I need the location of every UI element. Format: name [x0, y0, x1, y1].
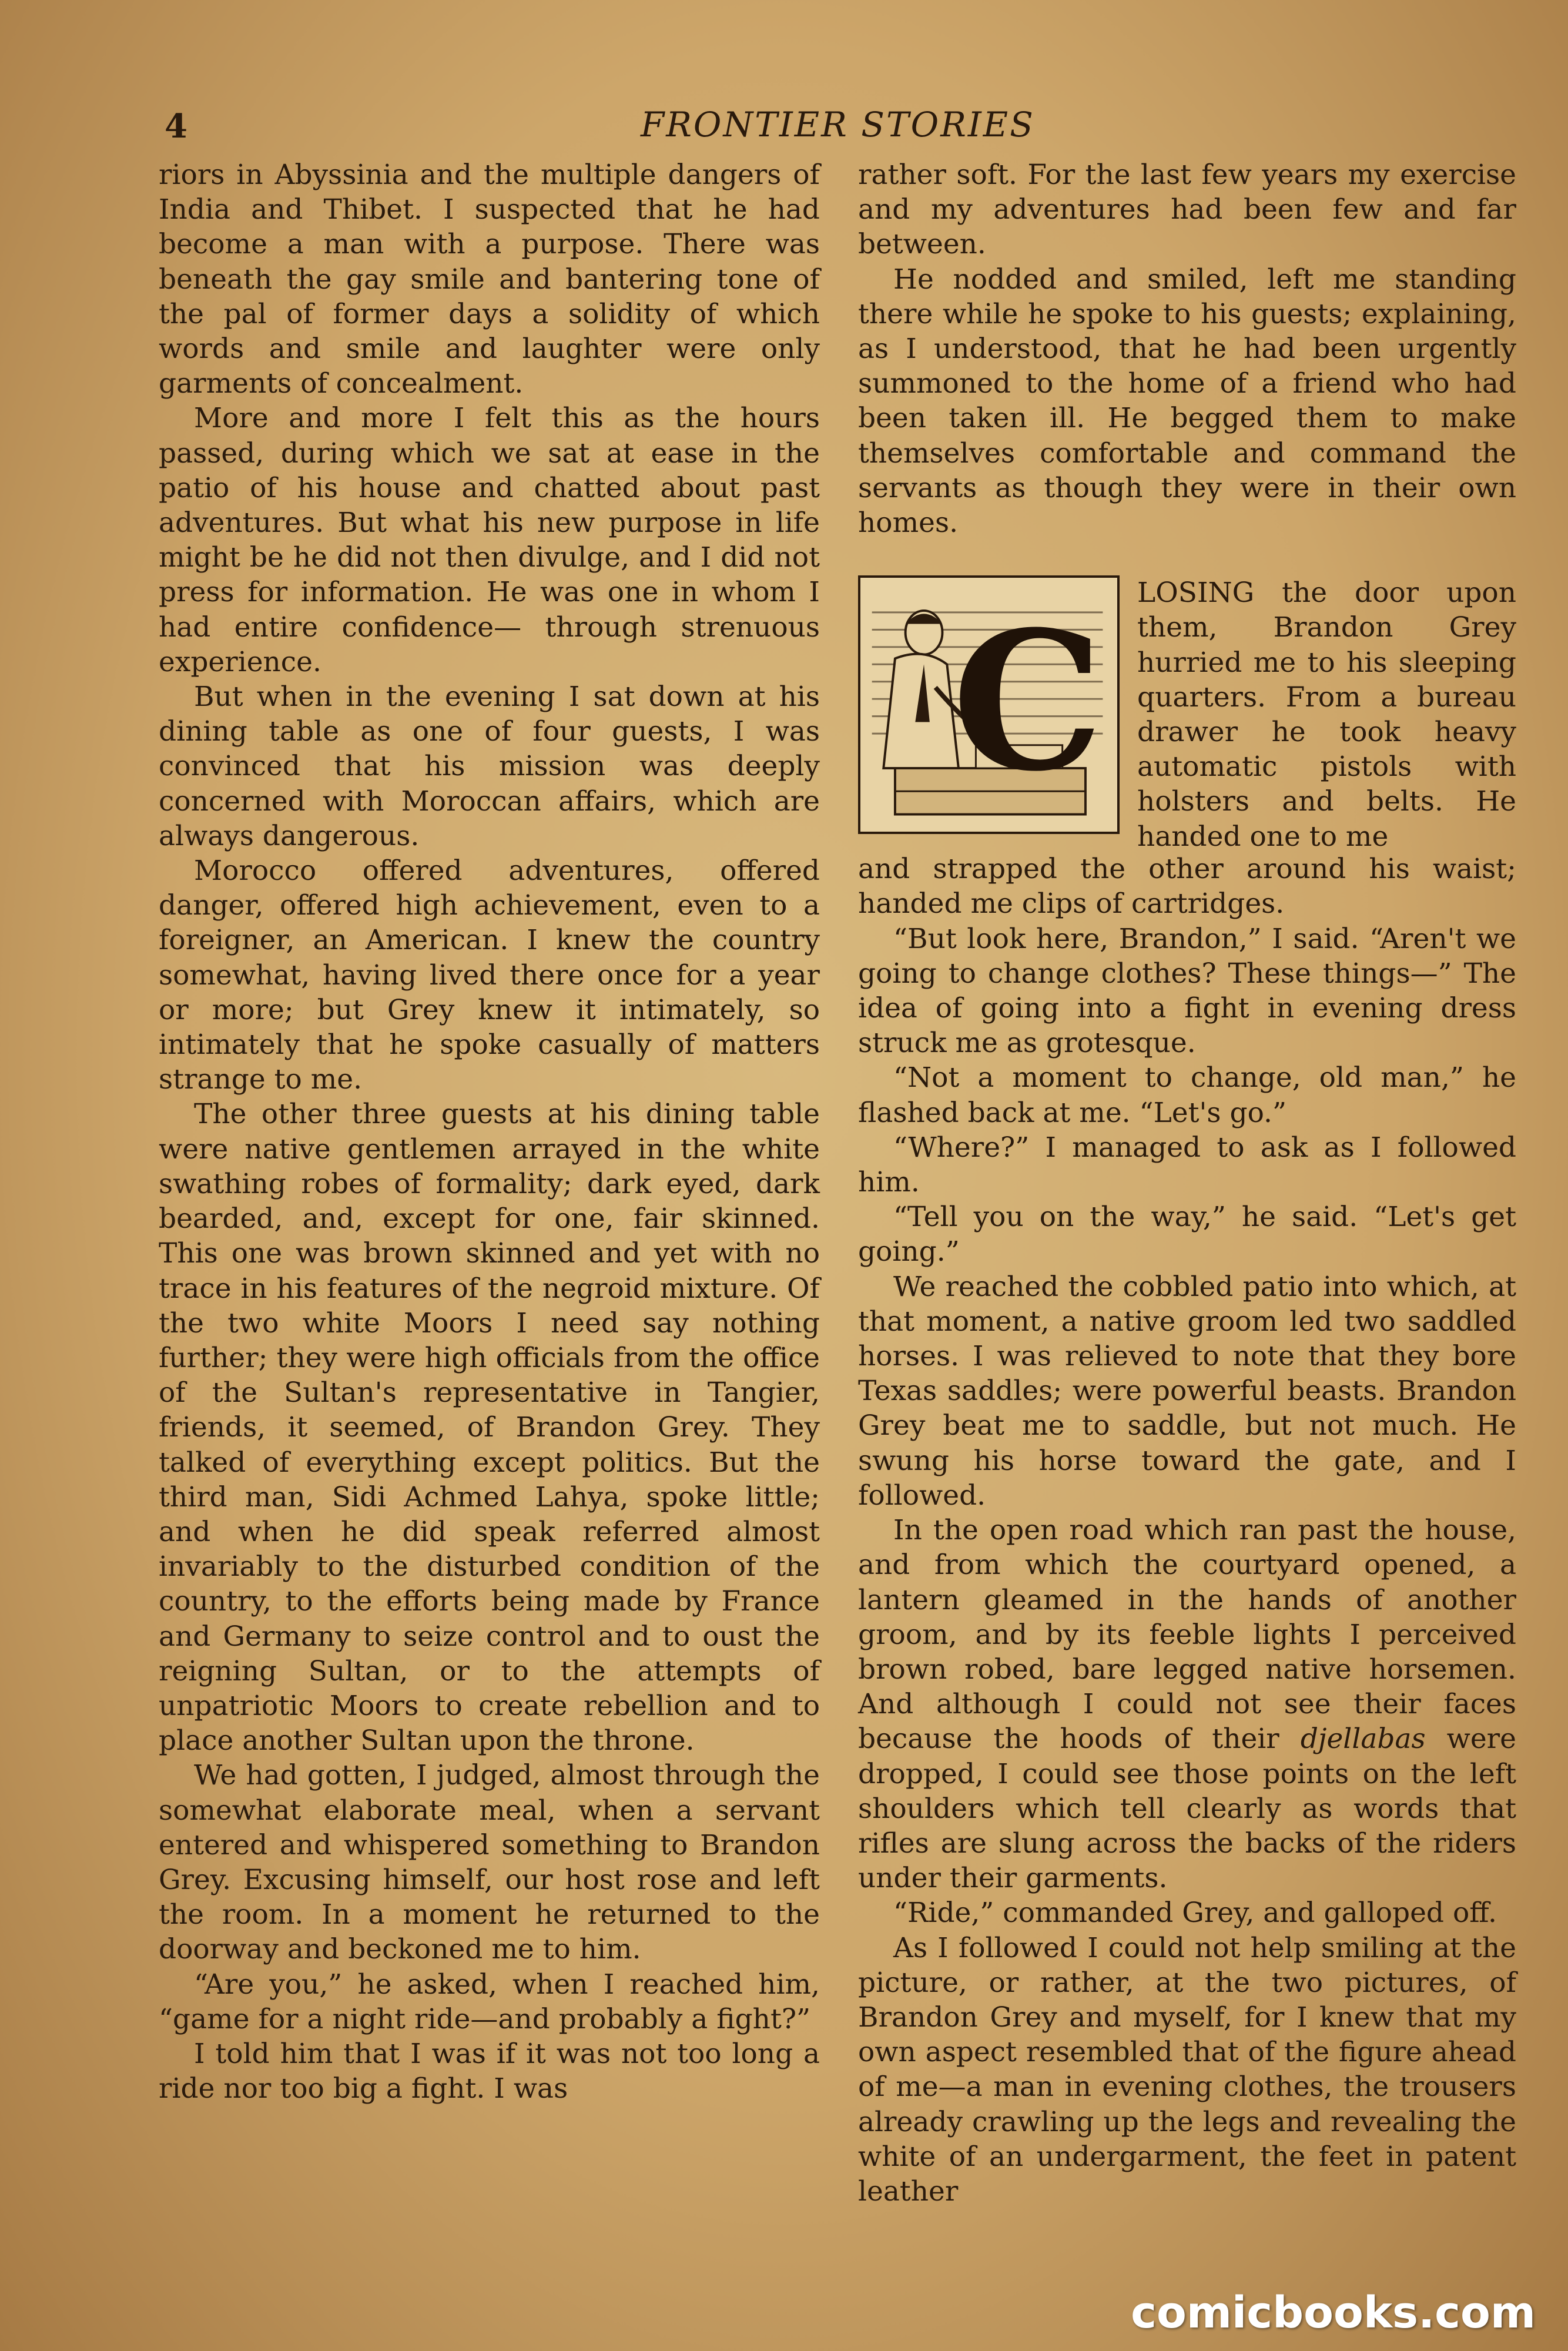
paragraph: “Are you,” he asked, when I reached him, “game for a night ride—and probably a fight?”	[159, 1968, 820, 2035]
paragraph: We reached the cobbled patio into which, at that moment, a native groom led two saddled horses. I was relieved to note that they bore Texas saddles; were powerful beasts. Brandon Grey beat me to saddle, but not much. He swung his horse toward the gate, and I followed.	[858, 1270, 1516, 1512]
drop-cap-text: LOSING the door upon them, Brandon Grey hurried me to his sleeping quarters. From a bureau drawer he took heavy automatic pistols with holsters and belts. He handed one to me	[1137, 577, 1516, 853]
paragraph: “But look here, Brandon,” I said. “Aren't we going to change clothes? These things—” The idea of going into a fight in evening dress struck me as grotesque.	[858, 922, 1516, 1060]
watermark: comicbooks.com	[1131, 2288, 1536, 2338]
paragraph: and strapped the other around his waist; handed me clips of cartridges.	[858, 853, 1516, 920]
drop-cap-letter: C	[951, 590, 1104, 814]
drop-cap-block	[858, 575, 1516, 852]
text-segment: In the open road which ran past the house, and from which the courtyard opened, a lantern gleamed in the hands of another groom, and by its feeble lights I perceived brown robed, bare legged native horsemen. And although I could not see their faces because the hoods of their	[858, 1514, 1516, 1756]
italic-term: djellabas	[1300, 1723, 1426, 1756]
paragraph: riors in Abyssinia and the multiple dangers of India and Thibet. I suspected that he had become a man with a purpose. There was beneath the gay smile and bantering tone of the pal of former days a solidity of which words and smile and laughter were only garments of concealment.	[159, 159, 820, 400]
paragraph: We had gotten, I judged, almost through the somewhat elaborate meal, when a servant entered and whispered something to Brandon Grey. Excusing himself, our host rose and left the room. In a moment he returned to the doorway and beckoned me to him.	[159, 1759, 820, 1966]
paragraph: As I followed I could not help smiling at the picture, or rather, at the two pictures, of Brandon Grey and myself, for I knew that my own aspect resembled that of the figure ahead of me—a man in evening clothes, the trousers already crawling up the legs and revealing the white of an undergarment, the feet in patent leather	[858, 1931, 1516, 2208]
drop-cap-illustration-icon	[860, 578, 1117, 832]
running-head: FRONTIER STORIES	[641, 105, 1035, 145]
text-segment: were dropped, I could see those points on the left shoulders which tell clearly as words that rifles are slung across the backs of the riders under their garments.	[858, 1723, 1516, 1895]
paragraph: “Where?” I managed to ask as I followed him.	[858, 1131, 1516, 1199]
paragraph: I told him that I was if it was not too long a ride nor too big a fight. I was	[159, 2037, 820, 2105]
page-number: 4	[165, 107, 187, 146]
paragraph: The other three guests at his dining table were native gentlemen arrayed in the white swathing robes of formality; dark eyed, dark bearded, and, except for one, fair skinned. This one was brown skinned and yet with no trace in his features of the negroid mixture. Of the two white Moors I need say nothing further; they were high officials from the office of the Sultan's representative in Tangier, friends, it seemed, of Brandon Grey. They talked of everything except politics. But the third man, Sidi Achmed Lahya, spoke little; and when he did speak referred almost invariably to the disturbed condition of the country, to the efforts being made by France and Germany to seize control and to oust the reigning Sultan, or to the attempts of unpatriotic Moors to create rebellion and to place another Sultan upon the throne.	[159, 1098, 820, 1757]
drop-cap-illustration	[858, 575, 1120, 834]
paragraph: rather soft. For the last few years my exercise and my adventures had been few and far between.	[858, 159, 1516, 261]
paragraph: “Tell you on the way,” he said. “Let's get going.”	[858, 1201, 1516, 1268]
paragraph: “Not a moment to change, old man,” he flashed back at me. “Let's go.”	[858, 1061, 1516, 1129]
left-column	[159, 158, 820, 2106]
paragraph	[858, 1513, 1516, 1895]
paragraph: Morocco offered adventures, offered danger, offered high achievement, even to a foreigner, an American. I knew the country somewhat, having lived there once for a year or more; but Grey knew it intimately, so intimately that he spoke casually of matters strange to me.	[159, 855, 820, 1096]
paragraph: “Ride,” commanded Grey, and galloped off.	[893, 1897, 1497, 1930]
paragraph: More and more I felt this as the hours passed, during which we sat at ease in the patio of his house and chatted about past adventures. But what his new purpose in life might be he did not then divulge, and I did not press for information. He was one in whom I had entire confidence— through strenuous experience.	[159, 402, 820, 678]
paragraph: But when in the evening I sat down at his dining table as one of four guests, I was convinced that his mission was deeply concerned with Moroccan affairs, which are always dangerous.	[159, 681, 820, 852]
paragraph: He nodded and smiled, left me standing there while he spoke to his guests; explaining, as I understood, that he had been urgently summoned to the home of a friend who had been taken ill. He begged them to make themselves comfortable and command the servants as though they were in their own homes.	[858, 263, 1516, 540]
right-column	[858, 158, 1516, 2209]
